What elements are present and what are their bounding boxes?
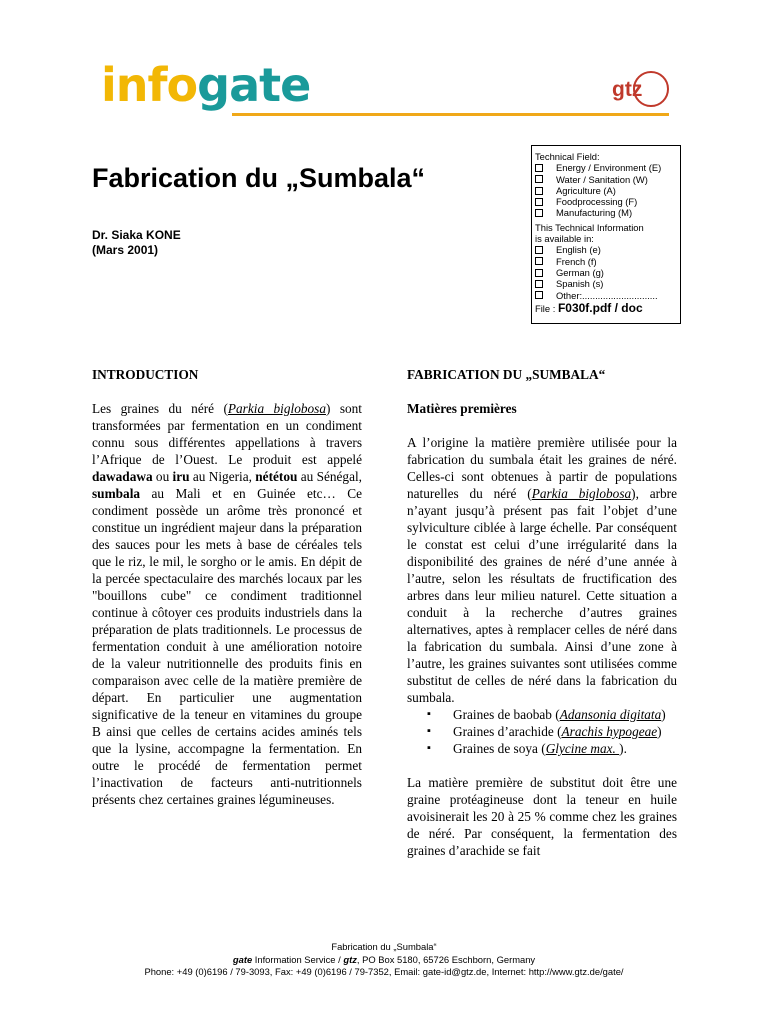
file-label: File : [535,302,556,314]
technical-field-label: Technical Field: [535,151,600,162]
gtz-logo-text: gtz [612,78,643,101]
author-block [92,228,181,258]
species-name: Parkia biglobosa [227,401,326,416]
language-label: English (e) [556,244,601,256]
lang-english [535,244,680,255]
field-water [535,174,680,185]
checkbox[interactable] [535,269,543,277]
page-footer [0,941,768,979]
author-name: Dr. Siaka KONE [92,228,181,242]
language-label: French (f) [556,255,597,267]
checkbox[interactable] [535,164,543,172]
field-foodprocessing [535,196,680,207]
file-value: F030f.pdf / doc [557,300,643,315]
header-rule [232,113,669,116]
list-item: ▪ Graines de baobab (Adansonia digitata) [427,706,677,723]
checkbox[interactable] [535,198,543,206]
field-label: Energy / Environment (E) [556,162,662,174]
checkbox[interactable] [535,175,543,183]
field-energy [535,162,680,173]
logo-gate-text: gate [197,58,311,112]
field-manufacturing [535,207,680,218]
document-title: Fabrication du „Sumbala“ [92,163,426,193]
list-item: ▪ Graines d’arachide (Arachis hypogeae) [427,723,677,740]
author-date: (Mars 2001) [92,243,159,257]
species-name: Arachis hypogeae [561,724,658,739]
lang-french [535,256,680,267]
substitute-seeds-list [407,706,677,757]
species-name: Glycine max. [545,741,620,756]
species-name: Adansonia digitata [559,707,662,722]
subsection-heading-raw-materials: Matières premières [407,401,517,416]
footer-title: Fabrication du „Sumbala“ [331,941,437,952]
gtz-brand: gtz [343,953,357,965]
substitute-paragraph: La matière première de substitut doit être une graine protéagineuse dont la teneur en huile avoisinerait les 20 à 25 % comme chez les graines de néré. Par conséquent, la fermentation des graines d’arachide se fait [407,775,677,858]
availability-label-1: This Technical Information [535,221,644,233]
language-label: German (g) [556,266,604,278]
checkbox[interactable] [535,280,543,288]
footer-address: gate Information Service / gtz, PO Box 5180, 65726 Eschborn, Germany [232,953,536,965]
lang-german [535,267,680,278]
lang-other [535,290,680,301]
section-heading-introduction: INTRODUCTION [92,367,199,382]
introduction-paragraph: Les graines du néré (Parkia biglobosa) sont transformées par fermentation en un condiment connu sous différentes appellations à travers l’Afrique de l’Ouest. Le produit est appelé dawadawa ou iru au Nigeria, nététou au Sénégal, sumbala au Mali et en Guinée etc… Ce condiment possède un arôme très prononcé et constitue un ingrédient majeur dans la préparation des sauces pour les mets à base de céréales tels que le riz, le mil, le sorgho or le amis. En dépit de la percée spectaculaire des marchés locaux par les "bouillons cube" ce condiment traditionnel continue à côtoyer ces produits industriels dans la préparation de plats traditionnels. Le processus de fermentation conduit à une amélioration notoire de la valeur nutritionnelle des produits finis en comparaison avec celle de la matière première de départ. En particulier une augmentation significative de la teneur en vitamines du groupe B ainsi que celles de certains acides aminés tels que la lysine, accompagne la fermentation. En outre le procédé de fermentation permet l’inactivation de facteurs anti-nutritionnels présents chez certaines graines légumineuses. [92,401,363,807]
checkbox[interactable] [535,187,543,195]
technical-field-box [531,145,681,324]
checkbox[interactable] [535,257,543,265]
language-label: Other:............................. [556,289,658,301]
raw-materials-paragraph: A l’origine la matière première utilisée pour la fabrication du sumbala était les graines de néré. Celles-ci sont obtenues à partir de populations naturelles du néré (Parkia biglobosa), arbre n’ayant jusqu’à présent pas fait l’objet d’une sylviculture ciblée à large échelle. Par conséquent le constat est celui d’une irrégularité dans la disponibilité des graines de néré d’une année à l’autre, selon les résultats de fructification des arbres dans leur milieu naturel. Cette situation a conduit à la recherche d’autres graines alternatives, aptes à remplacer celles de néré dans la fabrication du sumbala. Ainsi d’une zone à l’autre, les graines suivantes sont utilisées comme substitut de celles de néré dans la fabrication du sumbala. [407,435,678,705]
checkbox[interactable] [535,291,543,299]
field-agriculture [535,185,680,196]
infogate-logo [101,58,311,112]
language-label: Spanish (s) [556,278,604,290]
checkbox[interactable] [535,246,543,254]
species-name: Parkia biglobosa [531,486,632,501]
checkbox[interactable] [535,209,543,217]
gtz-logo [609,68,669,108]
field-label: Manufacturing (M) [556,207,633,219]
section-heading-fabrication: FABRICATION DU „SUMBALA“ [407,367,606,382]
field-label: Water / Sanitation (W) [556,173,648,185]
file-reference [535,300,680,315]
logo-info-text: info [101,58,198,112]
footer-contact: Phone: +49 (0)6196 / 79-3093, Fax: +49 (0)6196 / 79-7352, Email: gate-id@gtz.de, Internet: http://www.gtz.de/gate/ [144,966,624,977]
lang-spanish [535,278,680,289]
left-column [92,366,362,808]
gate-brand: gate [232,953,253,965]
field-label: Foodprocessing (F) [556,196,638,208]
availability-label-2: is available in: [535,233,594,245]
right-column [407,366,677,859]
field-label: Agriculture (A) [556,184,616,196]
list-item: ▪ Graines de soya (Glycine max. ). [427,740,677,757]
